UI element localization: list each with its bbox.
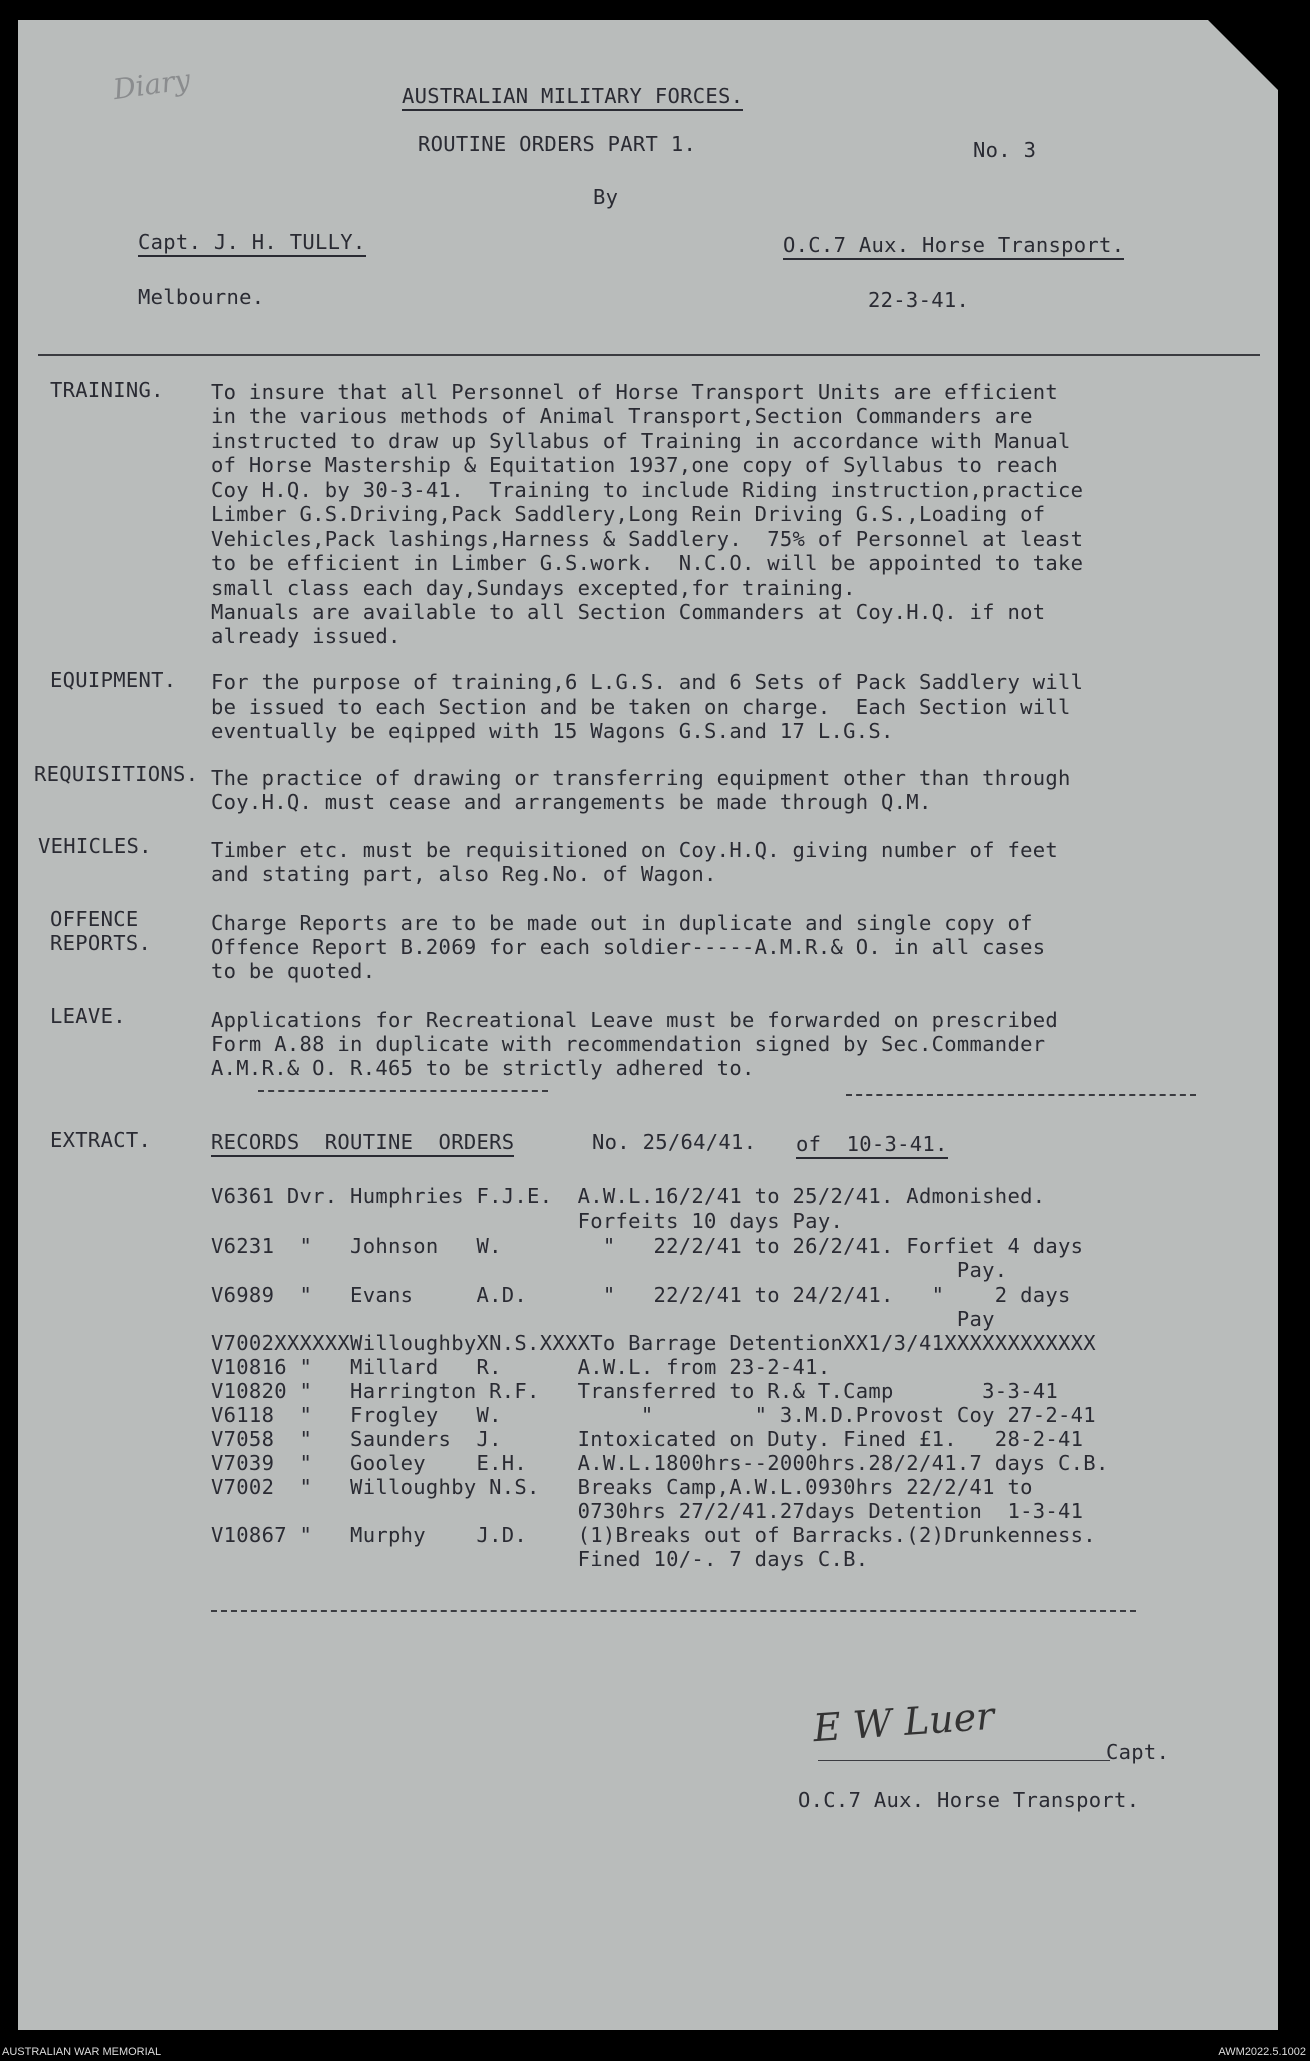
records-title: RECORDS ROUTINE ORDERS <box>211 1130 514 1157</box>
training-line: Limber G.S.Driving,Pack Saddlery,Long Rein Driving G.S.,Loading of <box>211 502 1046 526</box>
signature: E W Luer <box>811 1693 996 1751</box>
offence-line: to be quoted. <box>211 959 376 983</box>
vehicles-line: and stating part, also Reg.No. of Wagon. <box>211 862 717 886</box>
training-line: to be efficient in Limber G.S.work. N.C.O. will be appointed to take <box>211 551 1084 575</box>
record-row: V7002 " Willoughby N.S. Breaks Camp,A.W.L.0930hrs 22/2/41 to <box>211 1475 1033 1499</box>
leave-heading: LEAVE. <box>50 1004 126 1028</box>
record-row: V6231 " Johnson W. " 22/2/41 to 26/2/41. Forfiet 4 days <box>211 1234 1084 1258</box>
training-heading: TRAINING. <box>50 378 164 402</box>
record-row: V6989 " Evans A.D. " 22/2/41 to 24/2/41. " 2 days <box>211 1283 1071 1307</box>
document-page <box>18 20 1278 2030</box>
offence-heading: OFFENCE <box>50 907 139 931</box>
records-date: of 10-3-41. <box>796 1132 948 1159</box>
order-number: No. 3 <box>973 138 1037 162</box>
offence-line: Offence Report B.2069 for each soldier-----A.M.R.& O. in all cases <box>211 935 1046 959</box>
document-subtitle: ROUTINE ORDERS PART 1. <box>418 132 697 156</box>
equipment-heading: EQUIPMENT. <box>50 668 177 692</box>
training-line: Manuals are available to all Section Commanders at Coy.H.Q. if not <box>211 600 1046 624</box>
record-row: V10820 " Harrington R.F. Transferred to R.& T.Camp 3-3-41 <box>211 1379 1059 1403</box>
record-row: V10867 " Murphy J.D. (1)Breaks out of Barracks.(2)Drunkenness. <box>211 1523 1096 1547</box>
by-label: By <box>593 185 619 209</box>
training-line: Coy H.Q. by 30-3-41. Training to include Riding instruction,practice <box>211 478 1084 502</box>
records-number: No. 25/64/41. <box>592 1130 757 1154</box>
record-row: V7058 " Saunders J. Intoxicated on Duty. Fined £1. 28-2-41 <box>211 1427 1084 1451</box>
record-row: Pay. <box>211 1258 1008 1282</box>
training-line: small class each day,Sundays excepted,for training. <box>211 576 856 600</box>
footer-left: AUSTRALIAN WAR MEMORIAL <box>2 2046 162 2058</box>
record-row-struck: V7002XXXXXXWilloughbyXN.S.XXXXTo Barrage DetentionXX1/3/41XXXXXXXXXXXX <box>211 1331 1096 1355</box>
date: 22-3-41. <box>868 288 970 312</box>
footer-right: AWM2022.5.1002 <box>1218 2046 1306 2058</box>
offence-line: Charge Reports are to be made out in duplicate and single copy of <box>211 911 1033 935</box>
signature-title: O.C.7 Aux. Horse Transport. <box>798 1788 1140 1812</box>
vehicles-heading: VEHICLES. <box>38 834 152 858</box>
signature-line <box>818 1760 1110 1761</box>
training-line: instructed to draw up Syllabus of Training in accordance with Manual <box>211 429 1071 453</box>
leave-line: Form A.88 in duplicate with recommendation signed by Sec.Commander <box>211 1032 1046 1056</box>
requisitions-line: The practice of drawing or transferring equipment other than through <box>211 766 1071 790</box>
record-row: Forfeits 10 days Pay. <box>211 1209 844 1233</box>
torn-corner <box>1208 20 1278 90</box>
vehicles-line: Timber etc. must be requisitioned on Coy.H.Q. giving number of feet <box>211 838 1059 862</box>
training-line: Vehicles,Pack lashings,Harness & Saddlery. 75% of Personnel at least <box>211 527 1084 551</box>
record-row: V6361 Dvr. Humphries F.J.E. A.W.L.16/2/41 to 25/2/41. Admonished. <box>211 1184 1046 1208</box>
record-row: Pay <box>211 1307 995 1331</box>
equipment-line: For the purpose of training,6 L.G.S. and 6 Sets of Pack Saddlery will <box>211 670 1084 694</box>
record-row: 0730hrs 27/2/41.27days Detention 1-3-41 <box>211 1499 1084 1523</box>
issuer-unit: O.C.7 Aux. Horse Transport. <box>783 233 1124 260</box>
header-divider <box>38 354 1260 356</box>
place: Melbourne. <box>138 285 265 309</box>
equipment-line: eventually be eqipped with 15 Wagons G.S.and 17 L.G.S. <box>211 719 894 743</box>
requisitions-line: Coy.H.Q. must cease and arrangements be made through Q.M. <box>211 790 932 814</box>
record-row: V10816 " Millard R. A.W.L. from 23-2-41. <box>211 1355 831 1379</box>
training-line: already issued. <box>211 624 401 648</box>
reports-heading: REPORTS. <box>50 931 152 955</box>
document-title: AUSTRALIAN MILITARY FORCES. <box>402 84 743 111</box>
extract-dash <box>211 1610 1136 1612</box>
training-line: To insure that all Personnel of Horse Transport Units are efficient <box>211 380 1059 404</box>
training-line: of Horse Mastership & Equitation 1937,one copy of Syllabus to reach <box>211 453 1059 477</box>
pencil-note: Diary <box>111 62 193 107</box>
training-line: in the various methods of Animal Transport,Section Commanders are <box>211 404 1033 428</box>
issuer-name: Capt. J. H. TULLY. <box>138 230 366 257</box>
equipment-line: be issued to each Section and be taken on charge. Each Section will <box>211 695 1071 719</box>
signature-rank: Capt. <box>1106 1740 1170 1764</box>
leave-dash-left <box>258 1090 548 1092</box>
leave-line: A.M.R.& O. R.465 to be strictly adhered to. <box>211 1056 755 1080</box>
leave-line: Applications for Recreational Leave must be forwarded on prescribed <box>211 1008 1059 1032</box>
record-row: Fined 10/-. 7 days C.B. <box>211 1547 869 1571</box>
requisitions-heading: REQUISITIONS. <box>34 762 199 786</box>
record-row: V7039 " Gooley E.H. A.W.L.1800hrs--2000hrs.28/2/41.7 days C.B. <box>211 1451 1109 1475</box>
record-row: V6118 " Frogley W. " " 3.M.D.Provost Coy 27-2-41 <box>211 1403 1096 1427</box>
leave-dash-right <box>846 1094 1196 1096</box>
extract-heading: EXTRACT. <box>50 1128 152 1152</box>
